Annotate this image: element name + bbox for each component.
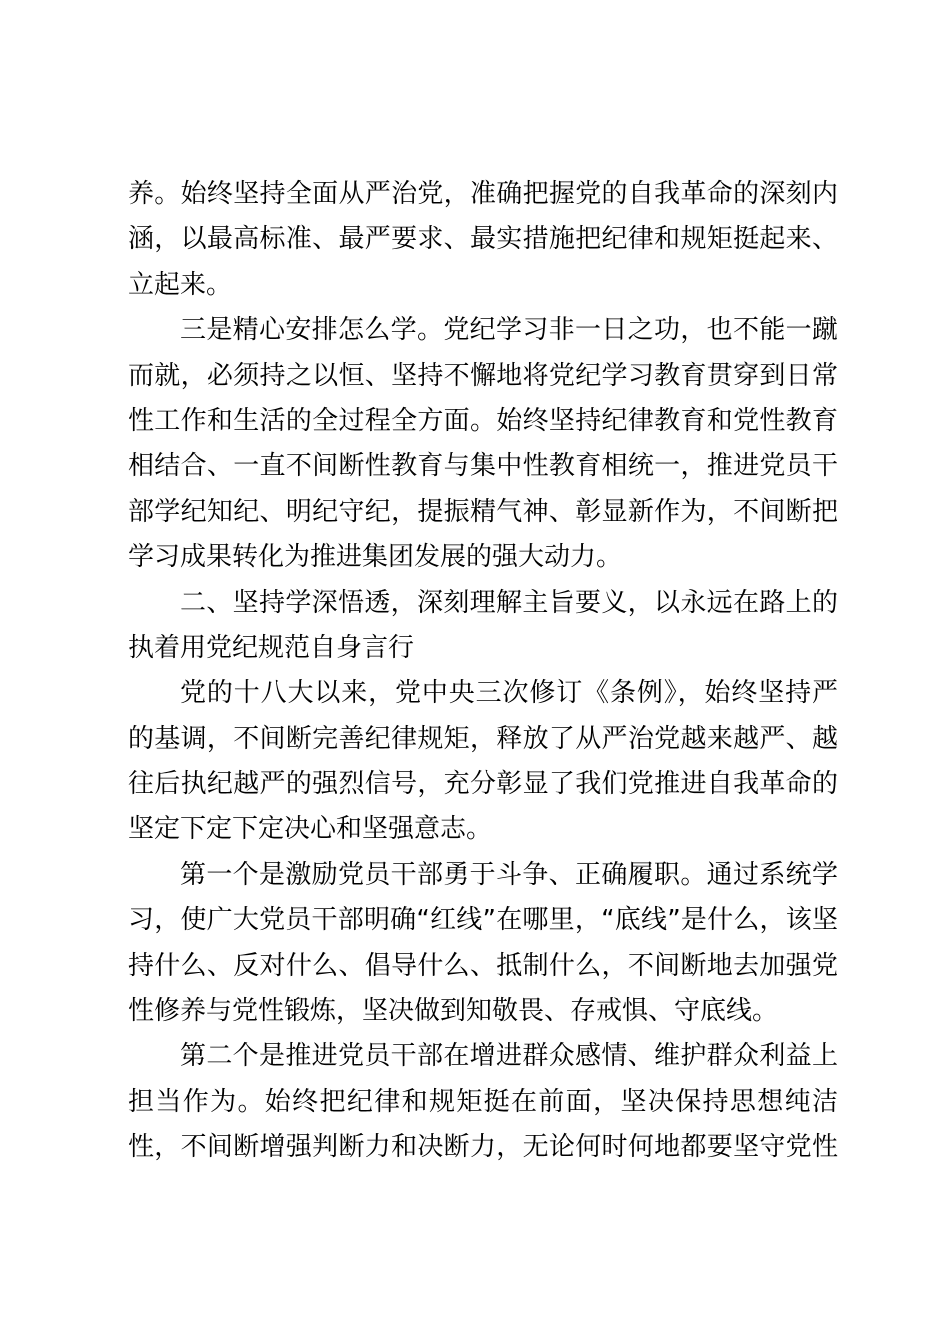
text-line: 性工作和生活的全过程全方面。始终坚持纪律教育和党性教育	[128, 405, 838, 436]
text-line: 养。始终坚持全面从严治党，准确把握党的自我革命的深刻内	[128, 179, 838, 209]
paragraph-start-line: 第一个是激励党员干部勇于斗争、正确履职。通过系统学	[180, 859, 838, 890]
text-line: 的基调，不间断完善纪律规矩，释放了从严治党越来越严、越	[128, 723, 838, 754]
text-line: 学习成果转化为推进集团发展的强大动力。	[128, 542, 623, 573]
section-heading-line: 二、坚持学深悟透，深刻理解主旨要义，以永远在路上的	[180, 587, 838, 618]
text-line: 性，不间断增强判断力和决断力，无论何时何地都要坚守党性	[128, 1132, 838, 1163]
document-body	[128, 172, 838, 1171]
paragraph-start-line: 党的十八大以来，党中央三次修订《条例》，始终坚持严	[180, 678, 838, 709]
section-heading-line: 执着用党纪规范自身言行	[128, 632, 415, 663]
text-line: 担当作为。始终把纪律和规矩挺在前面，坚决保持思想纯洁	[128, 1086, 838, 1117]
text-line: 立起来。	[128, 269, 233, 300]
text-line: 习，使广大党员干部明确“红线”在哪里，“底线”是什么，该坚	[128, 905, 838, 936]
text-line: 部学纪知纪、明纪守纪，提振精气神、彰显新作为，不间断把	[128, 496, 838, 527]
text-line: 相结合、一直不间断性教育与集中性教育相统一，推进党员干	[128, 451, 838, 482]
paragraph-start-line: 三是精心安排怎么学。党纪学习非一日之功，也不能一蹴	[180, 315, 838, 346]
text-line: 涵，以最高标准、最严要求、最实措施把纪律和规矩挺起来、	[128, 224, 838, 255]
text-line: 往后执纪越严的强烈信号，充分彰显了我们党推进自我革命的	[128, 769, 838, 800]
text-line: 而就，必须持之以恒、坚持不懈地将党纪学习教育贯穿到日常	[128, 360, 838, 391]
text-line: 持什么、反对什么、倡导什么、抵制什么，不间断地去加强党	[128, 950, 838, 981]
paragraph-start-line: 第二个是推进党员干部在增进群众感情、维护群众利益上	[180, 1041, 838, 1072]
text-line: 性修养与党性锻炼，坚决做到知敬畏、存戒惧、守底线。	[128, 996, 779, 1027]
text-line: 坚定下定下定决心和坚强意志。	[128, 814, 493, 845]
